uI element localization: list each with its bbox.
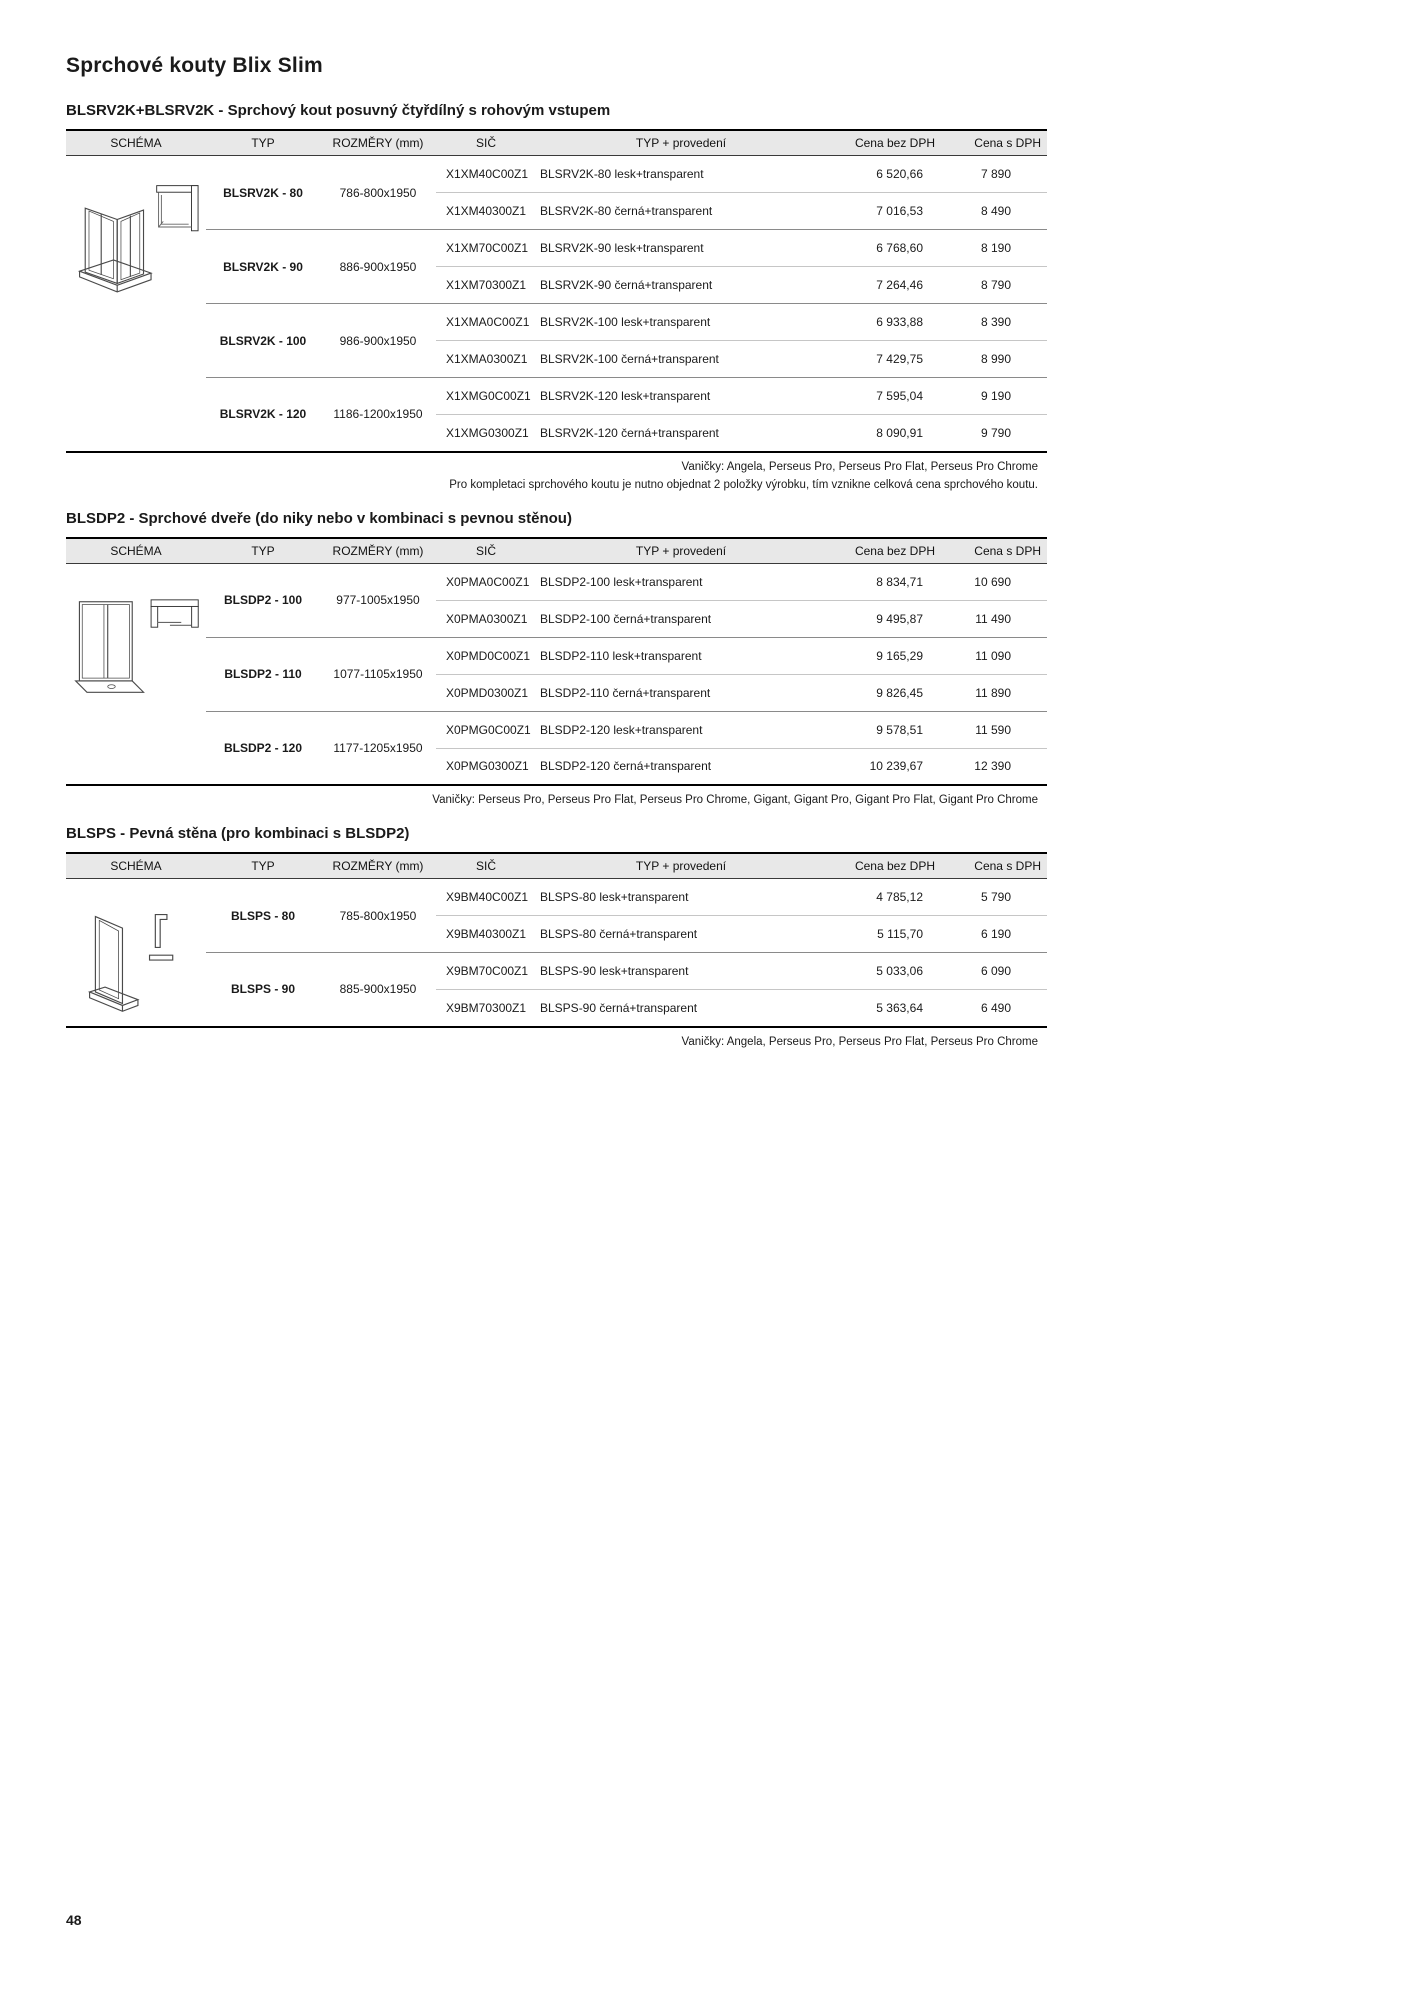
price-excl-vat-cell: 8 834,71: [876, 574, 923, 589]
product-section: [66, 510, 1047, 810]
variant-cell: BLSRV2K-90 lesk+transparent: [536, 230, 826, 267]
sic-cell: X1XM70C00Z1: [436, 230, 536, 267]
col-header-variant: TYP + provedení: [536, 538, 826, 564]
price-excl-vat-cell: 7 595,04: [826, 378, 941, 415]
variant-cell: BLSDP2-100 černá+transparent: [536, 600, 826, 637]
price-excl-vat-cell: 10 239,67: [826, 748, 941, 785]
section-heading: BLSPS - Pevná stěna (pro kombinaci s BLSDP2): [66, 825, 410, 842]
table-row: [66, 563, 1047, 600]
dimensions-cell: 785-800x1950: [339, 908, 417, 923]
table-row: [66, 230, 1047, 267]
price-incl-vat-cell: 9 790: [941, 415, 1047, 452]
typ-cell: BLSDP2 - 110: [206, 637, 320, 711]
price-excl-vat-cell: 9 165,29: [826, 637, 941, 674]
price-incl-vat-cell: 11 590: [941, 711, 1047, 748]
dimensions-cell: 1077-1105x1950: [320, 637, 436, 711]
sic-cell: X0PMD0C00Z1: [436, 637, 536, 674]
table-row: [66, 304, 1047, 341]
corner-shower-schematic-icon: [70, 180, 202, 309]
table-header-row: [66, 130, 1047, 156]
col-header-typ: TYP: [206, 853, 320, 879]
table-row: [66, 637, 1047, 674]
price-incl-vat-cell: 8 990: [941, 341, 1047, 378]
col-header-dimensions: ROZMĚRY (mm): [320, 130, 436, 156]
price-excl-vat-cell: 9 495,87: [826, 600, 941, 637]
price-incl-vat-cell: 6 190: [941, 916, 1047, 953]
product-tables: [66, 102, 1047, 1051]
variant-cell: BLSDP2-110 černá+transparent: [536, 674, 826, 711]
price-excl-vat-cell: 6 520,66: [876, 167, 923, 181]
page-number: 48: [66, 1912, 82, 1928]
col-header-price-excl-vat: Cena bez DPH: [826, 538, 941, 564]
price-excl-vat-cell: 6 933,88: [826, 304, 941, 341]
fixed-wall-schematic-icon: [78, 903, 194, 1022]
table-row: [66, 953, 1047, 990]
variant-cell: BLSDP2-120 lesk+transparent: [536, 711, 826, 748]
col-header-variant: TYP + provedení: [536, 853, 826, 879]
schema-cell: [66, 879, 206, 1027]
variant-cell: BLSPS-90 černá+transparent: [536, 990, 826, 1027]
variant-cell: BLSDP2-120 černá+transparent: [536, 748, 826, 785]
col-header-dimensions: ROZMĚRY (mm): [320, 853, 436, 879]
typ-cell: BLSRV2K - 80: [223, 185, 303, 200]
col-header-price-incl-vat: Cena s DPH: [941, 853, 1047, 879]
col-header-schema: SCHÉMA: [66, 130, 206, 156]
dimensions-cell: 885-900x1950: [320, 953, 436, 1027]
variant-cell: BLSRV2K-100 černá+transparent: [536, 341, 826, 378]
price-incl-vat-cell: 12 390: [941, 748, 1047, 785]
dimensions-cell: 786-800x1950: [339, 185, 417, 200]
table-notes: [66, 791, 1047, 809]
table-notes: [66, 458, 1047, 494]
table-header-row: [66, 538, 1047, 564]
page-title: Sprchové kouty Blix Slim: [66, 54, 323, 77]
sic-cell: X1XM40C00Z1: [446, 167, 529, 181]
variant-cell: BLSPS-80 černá+transparent: [536, 916, 826, 953]
table-row: [66, 156, 1047, 193]
price-incl-vat-cell: 8 190: [941, 230, 1047, 267]
variant-cell: BLSRV2K-100 lesk+transparent: [536, 304, 826, 341]
price-incl-vat-cell: 11 090: [941, 637, 1047, 674]
table-notes: [66, 1033, 1047, 1051]
price-excl-vat-cell: 7 264,46: [826, 267, 941, 304]
table-note: Vaničky: Perseus Pro, Perseus Pro Flat, Perseus Pro Chrome, Gigant, Gigant Pro, Gigant Pro Flat, Gigant Pro Chrome: [432, 794, 1038, 806]
sic-cell: X1XM70300Z1: [436, 267, 536, 304]
price-incl-vat-cell: 8 490: [941, 193, 1047, 230]
price-incl-vat-cell: 7 890: [980, 167, 1011, 181]
col-header-sic: SIČ: [436, 130, 536, 156]
price-incl-vat-cell: 11 490: [941, 600, 1047, 637]
sic-cell: X1XMA0300Z1: [436, 341, 536, 378]
price-excl-vat-cell: 9 578,51: [826, 711, 941, 748]
price-excl-vat-cell: 4 785,12: [876, 890, 923, 904]
col-header-typ: TYP: [206, 130, 320, 156]
typ-cell: BLSPS - 80: [230, 908, 296, 923]
section-heading: BLSRV2K+BLSRV2K - Sprchový kout posuvný čtyřdílný s rohovým vstupem: [66, 102, 611, 119]
schema-cell: [66, 563, 206, 785]
col-header-price-excl-vat: Cena bez DPH: [826, 130, 941, 156]
col-header-sic: SIČ: [436, 853, 536, 879]
table-row: [66, 711, 1047, 748]
variant-cell: BLSRV2K-120 černá+transparent: [536, 415, 826, 452]
col-header-price-incl-vat: Cena s DPH: [941, 538, 1047, 564]
price-incl-vat-cell: 6 490: [941, 990, 1047, 1027]
page-content: [66, 54, 1047, 1067]
dimensions-cell: 986-900x1950: [320, 304, 436, 378]
price-incl-vat-cell: 11 890: [941, 674, 1047, 711]
product-section: [66, 102, 1047, 494]
price-excl-vat-cell: 6 768,60: [826, 230, 941, 267]
typ-cell: BLSDP2 - 100: [223, 593, 303, 607]
col-header-typ: TYP: [206, 538, 320, 564]
sic-cell: X0PMA0C00Z1: [446, 574, 530, 589]
table-row: [66, 879, 1047, 916]
sic-cell: X1XMG0300Z1: [436, 415, 536, 452]
sic-cell: X0PMA0300Z1: [436, 600, 536, 637]
price-incl-vat-cell: 5 790: [980, 890, 1011, 904]
variant-cell: BLSRV2K-120 lesk+transparent: [536, 378, 826, 415]
col-header-dimensions: ROZMĚRY (mm): [320, 538, 436, 564]
price-excl-vat-cell: 7 016,53: [826, 193, 941, 230]
sic-cell: X0PMG0C00Z1: [436, 711, 536, 748]
price-incl-vat-cell: 8 390: [941, 304, 1047, 341]
dimensions-cell: 1177-1205x1950: [320, 711, 436, 785]
sic-cell: X1XM40300Z1: [436, 193, 536, 230]
price-excl-vat-cell: 5 033,06: [826, 953, 941, 990]
sic-cell: X0PMG0300Z1: [436, 748, 536, 785]
price-excl-vat-cell: 5 363,64: [826, 990, 941, 1027]
typ-cell: BLSRV2K - 90: [206, 230, 320, 304]
variant-cell: BLSPS-80 lesk+transparent: [540, 890, 689, 904]
variant-cell: BLSRV2K-80 černá+transparent: [536, 193, 826, 230]
price-table: [66, 537, 1047, 787]
product-section: [66, 825, 1047, 1051]
dimensions-cell: 886-900x1950: [320, 230, 436, 304]
col-header-price-incl-vat: Cena s DPH: [941, 130, 1047, 156]
price-incl-vat-cell: 6 090: [941, 953, 1047, 990]
dimensions-cell: 977-1005x1950: [336, 593, 420, 607]
col-header-schema: SCHÉMA: [66, 853, 206, 879]
variant-cell: BLSDP2-100 lesk+transparent: [540, 574, 703, 589]
typ-cell: BLSRV2K - 100: [206, 304, 320, 378]
table-note: Vaničky: Angela, Perseus Pro, Perseus Pro Flat, Perseus Pro Chrome: [681, 1035, 1038, 1048]
col-header-sic: SIČ: [436, 538, 536, 564]
price-excl-vat-cell: 7 429,75: [826, 341, 941, 378]
table-header-row: [66, 853, 1047, 879]
variant-cell: BLSRV2K-90 černá+transparent: [536, 267, 826, 304]
typ-cell: BLSPS - 90: [206, 953, 320, 1027]
sic-cell: X1XMG0C00Z1: [436, 378, 536, 415]
col-header-schema: SCHÉMA: [66, 538, 206, 564]
niche-door-schematic-icon: [70, 588, 202, 709]
sic-cell: X9BM70300Z1: [436, 990, 536, 1027]
sic-cell: X0PMD0300Z1: [436, 674, 536, 711]
sic-cell: X9BM70C00Z1: [436, 953, 536, 990]
typ-cell: BLSDP2 - 120: [206, 711, 320, 785]
price-excl-vat-cell: 5 115,70: [826, 916, 941, 953]
sic-cell: X1XMA0C00Z1: [436, 304, 536, 341]
dimensions-cell: 1186-1200x1950: [320, 378, 436, 452]
col-header-price-excl-vat: Cena bez DPH: [826, 853, 941, 879]
price-incl-vat-cell: 8 790: [941, 267, 1047, 304]
section-heading: BLSDP2 - Sprchové dveře (do niky nebo v kombinaci s pevnou stěnou): [66, 509, 572, 527]
typ-cell: BLSRV2K - 120: [206, 378, 320, 452]
price-table: [66, 129, 1047, 453]
price-table: [66, 852, 1047, 1028]
variant-cell: BLSPS-90 lesk+transparent: [536, 953, 826, 990]
price-incl-vat-cell: 9 190: [941, 378, 1047, 415]
table-note: Vaničky: Angela, Perseus Pro, Perseus Pro Flat, Perseus Pro Chrome: [681, 460, 1038, 473]
variant-cell: BLSRV2K-80 lesk+transparent: [540, 167, 704, 181]
sic-cell: X9BM40300Z1: [436, 916, 536, 953]
price-incl-vat-cell: 10 690: [974, 574, 1011, 589]
price-excl-vat-cell: 8 090,91: [826, 415, 941, 452]
price-excl-vat-cell: 9 826,45: [826, 674, 941, 711]
col-header-variant: TYP + provedení: [536, 130, 826, 156]
table-note: Pro kompletaci sprchového koutu je nutno objednat 2 položky výrobku, tím vznikne celková cena sprchového koutu.: [449, 478, 1038, 491]
table-row: [66, 378, 1047, 415]
schema-cell: [66, 156, 206, 452]
sic-cell: X9BM40C00Z1: [446, 890, 529, 904]
variant-cell: BLSDP2-110 lesk+transparent: [536, 637, 826, 674]
